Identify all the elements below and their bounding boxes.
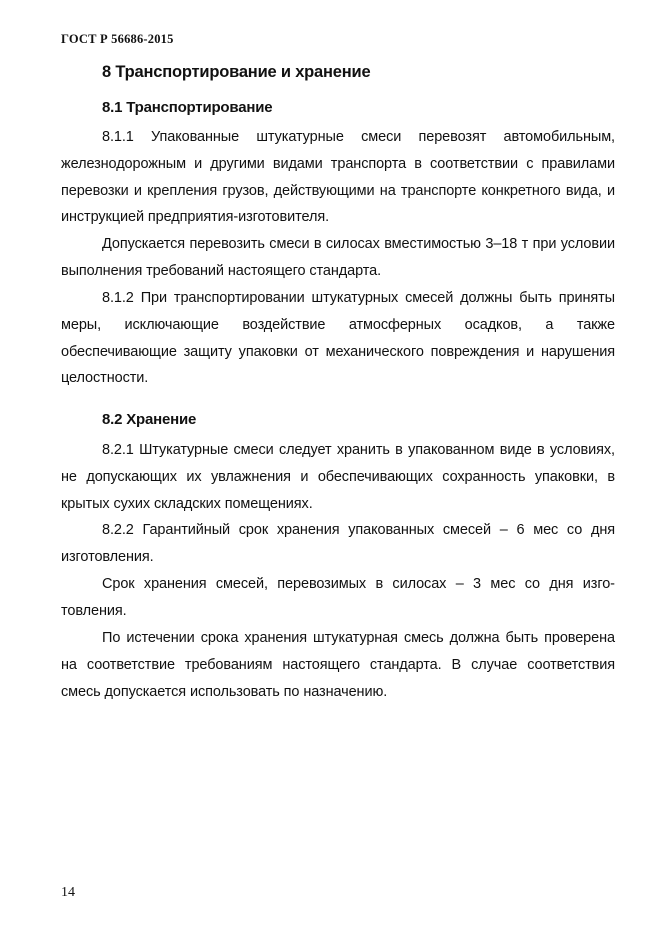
subsection-title-transport: 8.1 Транспортирование: [102, 99, 273, 116]
paragraph-8-1-2: 8.1.2 При транспортировании штукатурных смесей должны быть приняты меры, исключающие воздействие атмосферных осадков, а также обеспечивающие защиту упаковки от механического повреждения и нарушения целостности.: [61, 290, 615, 387]
document-code: ГОСТ Р 56686-2015: [61, 32, 174, 46]
page-number: 14: [61, 885, 75, 900]
section-title: 8 Транспортирование и хранение: [102, 63, 371, 81]
paragraph-expiry: По истечении срока хранения штукатурная смесь должна быть проверена на соответствие требованиям настоящего стандарта. В случае соответствия смесь допускается использовать по назначению.: [61, 630, 615, 700]
paragraph-silo-transport: Допускается перевозить смеси в силосах вместимостью 3–18 т при условии выполнения требований настоящего стандарта.: [61, 236, 615, 279]
paragraph-silo-storage: Срок хранения смесей, перевозимых в силосах – 3 мес со дня изготовления.: [61, 576, 615, 619]
paragraph-8-2-1: 8.2.1 Штукатурные смеси следует хранить в упакованном виде в условиях, не допускающих их увлажнения и обеспечивающих сохранность упаковки, в крытых сухих складских помещениях.: [61, 442, 615, 512]
paragraph-8-2-2: 8.2.2 Гарантийный срок хранения упакованных смесей – 6 мес со дня изготовления.: [61, 522, 615, 565]
paragraph-8-1-1: 8.1.1 Упакованные штукатурные смеси перевозят автомобильным, железнодорожным и другими видами транспорта в соответствии с правилами перевозки и крепления грузов, действующими на транспорте конкретного вида, и инструкцией предприятия-изготовителя.: [61, 129, 615, 226]
subsection-title-storage: 8.2 Хранение: [102, 411, 197, 428]
